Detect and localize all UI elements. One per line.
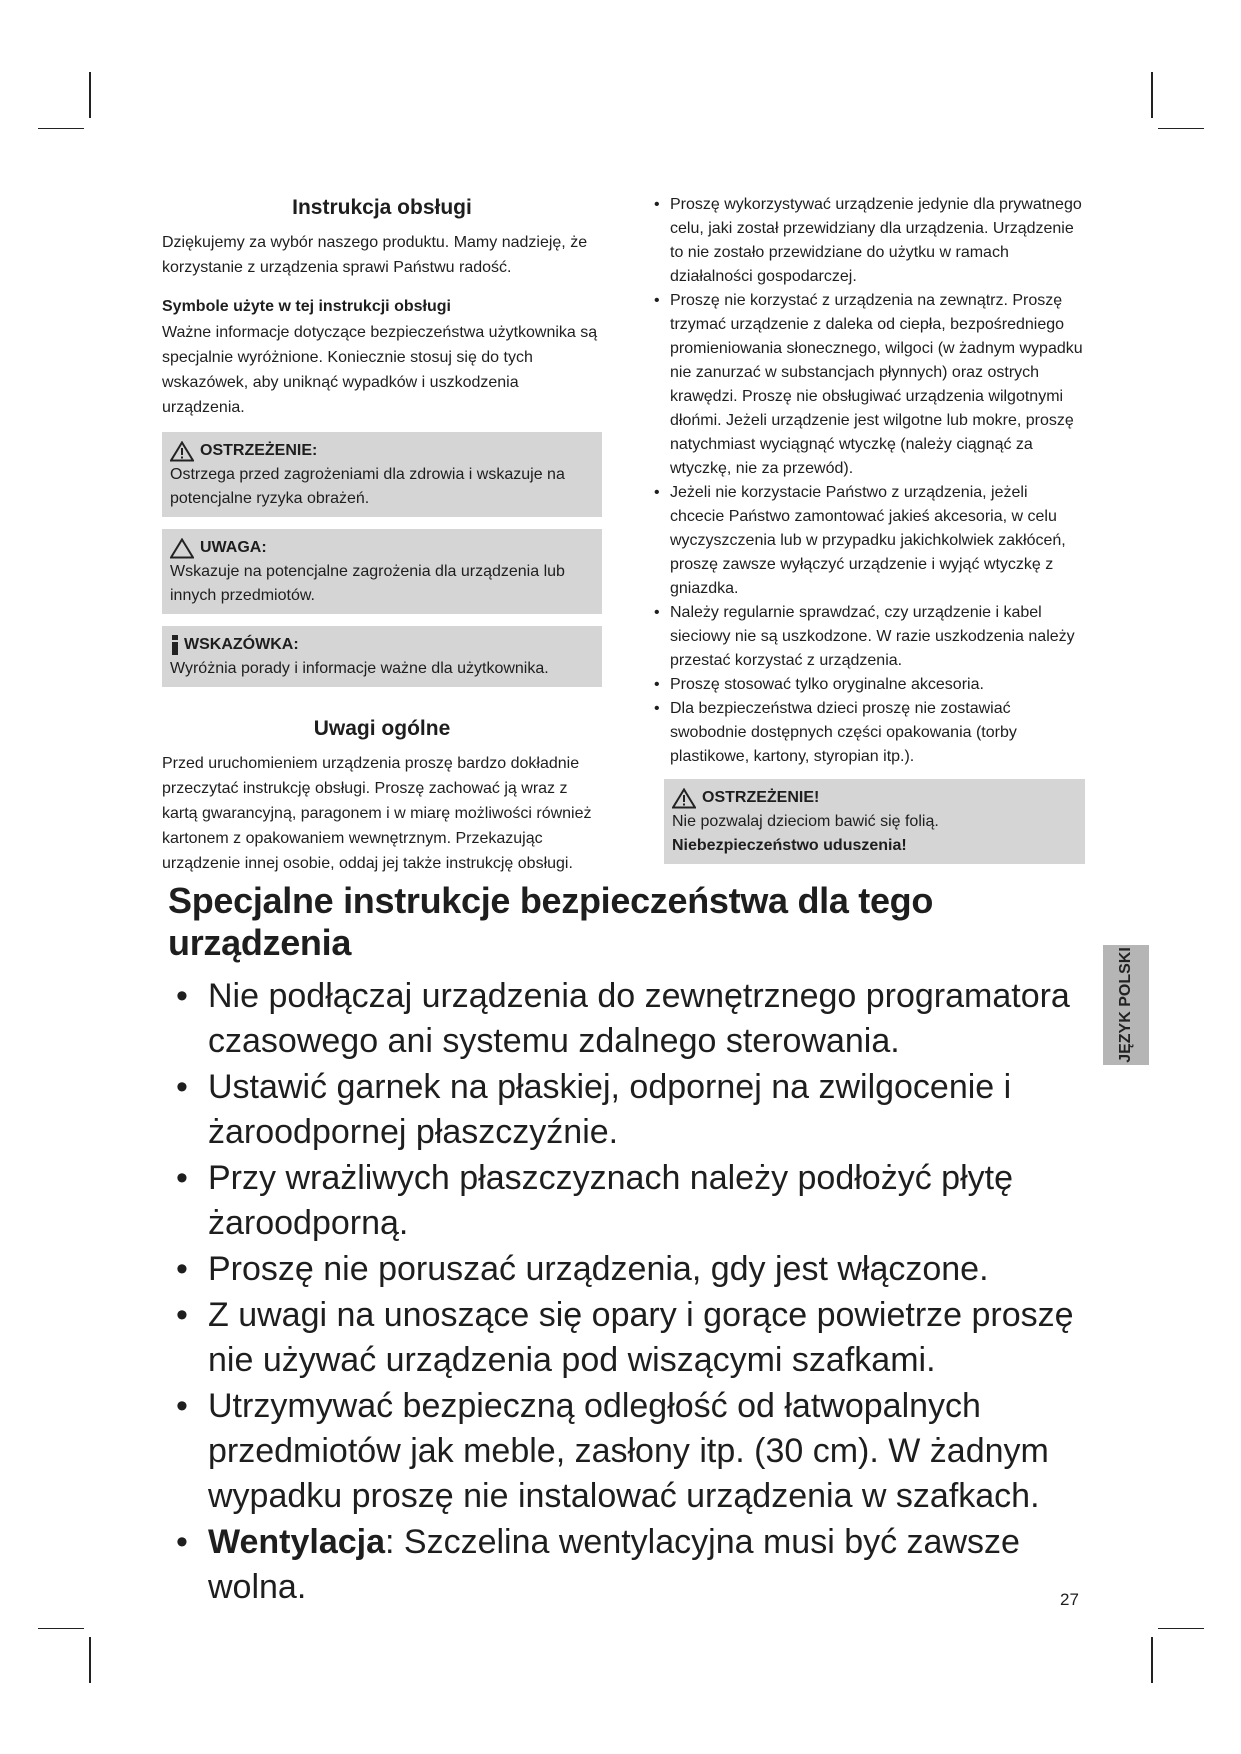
left-column <box>162 196 602 876</box>
crop-mark <box>1151 72 1153 118</box>
caution-triangle-icon <box>170 538 194 559</box>
list-item: • Proszę nie korzystać z urządzenia na zewnątrz. Proszę trzymać urządzenie z daleka od ciepła, bezpośredniego promieniowania słonecznego, wilgoci (w żadnym wypadku nie zanurzać w substancjach płynnych) oraz ostrych krawędzi. Proszę nie obsługiwać urządzenia wilgotnymi dłońmi. Jeżeli urządzenie jest wilgotne lub mokre, proszę natychmiast wyciągnąć wtyczkę (należy ciągnąć za wtyczkę, nie za przewód). <box>654 292 1083 477</box>
list-item: • Ustawić garnek na płaskiej, odpornej na zwilgocenie i żaroodpornej płaszczyźnie. <box>176 1068 1012 1151</box>
list-item: • Przy wrażliwych płaszczyznach należy podłożyć płytę żaroodporną. <box>176 1159 1013 1242</box>
special-safety-title: Specjalne instrukcje bezpieczeństwa dla tego urządzenia <box>168 880 934 963</box>
page-number: 27 <box>1060 1590 1079 1609</box>
list-item: • Jeżeli nie korzystacie Państwo z urządzenia, jeżeli chcecie Państwo zamontować jakieś akcesoria, w celu wyczyszczenia lub w przypadku jakichkolwiek zakłóceń, proszę zawsze wyłączyć urządzenie i wyjąć wtyczkę z gniazdka. <box>654 484 1066 597</box>
list-item: • Proszę stosować tylko oryginalne akcesoria. <box>654 676 984 693</box>
crop-mark <box>38 1628 84 1629</box>
list-item: • Należy regularnie sprawdzać, czy urządzenie i kabel sieciowy nie są uszkodzone. W razie uszkodzenia należy przestać korzystać z urządzenia. <box>654 604 1075 669</box>
crop-mark <box>1158 1628 1204 1629</box>
children-warning-notice <box>664 779 1085 864</box>
language-tab <box>1103 945 1149 1065</box>
caution-notice <box>162 529 602 614</box>
right-column <box>640 193 1085 864</box>
warning-notice <box>162 432 602 517</box>
list-item: • Z uwagi na unoszące się opary i gorące powietrze proszę nie używać urządzenia pod wiszącymi szafkami. <box>176 1296 1074 1379</box>
tip-notice <box>162 626 602 687</box>
special-safety-list <box>160 974 1100 1610</box>
warning-triangle-icon <box>170 441 194 462</box>
general-notes-text: Przed uruchomieniem urządzenia proszę bardzo dokładnie przeczytać instrukcję obsługi. Proszę zachować ją wraz z kartą gwarancyjną, paragonem i w miarę możliwości również kartonem z opakowaniem wewnętrznym. Przekazując urządzenie innej osobie, oddaj jej także instrukcję obsługi. <box>162 755 592 872</box>
manual-title: Instrukcja obsługi <box>292 196 472 219</box>
notice-title: UWAGA: <box>200 539 267 556</box>
list-item: • Wentylacja: Szczelina wentylacyjna musi być zawsze wolna. <box>176 1523 1020 1606</box>
list-item: • Dla bezpieczeństwa dzieci proszę nie zostawiać swobodnie dostępnych części opakowania (torby plastikowe, kartony, styropian itp.). <box>654 700 1017 765</box>
warning-triangle-icon <box>672 788 696 809</box>
list-item: • Nie podłączaj urządzenia do zewnętrznego programatora czasowego ani systemu zdalnego sterowania. <box>176 977 1070 1060</box>
language-tab-label: JĘZYK POLSKI <box>1117 947 1135 1063</box>
list-item: • Utrzymywać bezpieczną odległość od łatwopalnych przedmiotów jak meble, zasłony itp. (30 cm). W żadnym wypadku proszę nie instalować urządzenia w szafkach. <box>176 1387 1049 1515</box>
list-item: • Proszę wykorzystywać urządzenie jedynie dla prywatnego celu, jaki został przewidziany dla urządzenia. Urządzenie to nie zostało przewidziane do użytku w ramach działalności gospodarczej. <box>654 196 1082 285</box>
crop-mark <box>1151 1637 1153 1683</box>
notice-text: Nie pozwalaj dzieciom bawić się folią. <box>672 813 939 830</box>
special-safety-section <box>160 880 1100 1611</box>
notice-text: Wyróżnia porady i informacje ważne dla użytkownika. <box>170 660 549 677</box>
crop-mark <box>38 128 84 129</box>
ventilation-label: Wentylacja <box>208 1523 386 1561</box>
intro-text: Dziękujemy za wybór naszego produktu. Mamy nadzieję, że korzystanie z urządzenia sprawi Państwu radość. <box>162 234 588 276</box>
symbols-text: Ważne informacje dotyczące bezpieczeństwa użytkownika są specjalnie wyróżnione. Koniecznie stosuj się do tych wskazówek, aby uniknąć wypadków i uszkodzenia urządzenia. <box>162 324 598 416</box>
symbols-heading: Symbole użyte w tej instrukcji obsługi <box>162 298 451 315</box>
general-notes-title: Uwagi ogólne <box>313 717 451 740</box>
notice-text: Ostrzega przed zagrożeniami dla zdrowia i wskazuje na potencjalne ryzyka obrażeń. <box>170 466 565 507</box>
crop-mark <box>89 1637 91 1683</box>
notice-text-bold: Niebezpieczeństwo uduszenia! <box>672 837 907 854</box>
safety-list <box>640 193 1085 769</box>
list-item: • Proszę nie poruszać urządzenia, gdy jest włączone. <box>176 1250 989 1288</box>
crop-mark <box>1158 128 1204 129</box>
notice-text: Wskazuje na potencjalne zagrożenia dla urządzenia lub innych przedmiotów. <box>170 563 565 604</box>
info-icon <box>170 634 180 656</box>
crop-mark <box>89 72 91 118</box>
notice-title: OSTRZEŻENIE: <box>200 442 318 459</box>
notice-title: WSKAZÓWKA: <box>184 636 299 653</box>
notice-title: OSTRZEŻENIE! <box>702 789 820 806</box>
